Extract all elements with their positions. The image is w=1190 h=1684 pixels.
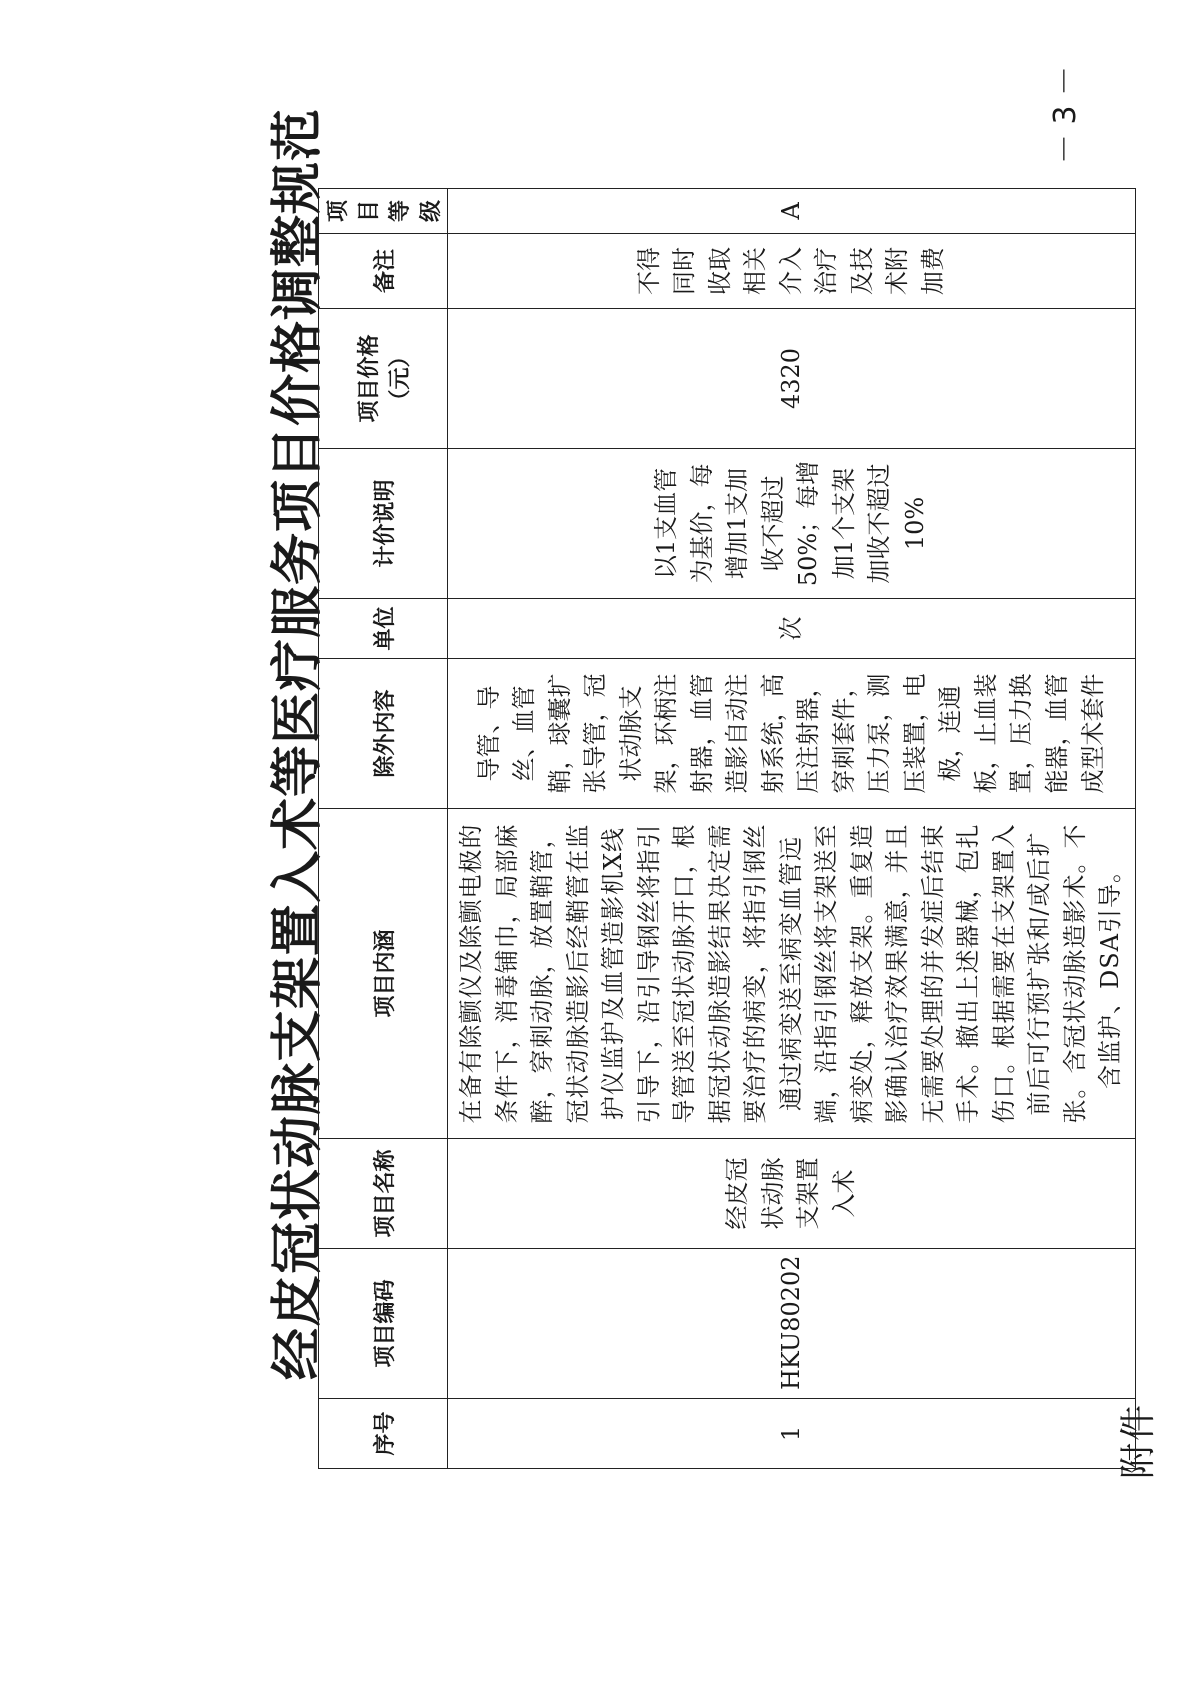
header-pricing-note: 计价说明 [319,449,448,599]
cell-code: HKU80202 [448,1249,1136,1399]
header-exclusions: 除外内容 [319,659,448,809]
cell-unit: 次 [448,599,1136,659]
cell-seq: 1 [448,1399,1136,1469]
header-content: 项目内涵 [319,809,448,1139]
header-grade: 项目等级 [319,189,448,234]
header-seq: 序号 [319,1399,448,1469]
cell-remarks: 不得同时收取相关介入治疗及技术附加费 [448,234,1136,309]
cell-price: 4320 [448,309,1136,449]
document-title: 经皮冠状动脉支架置入术等医疗服务项目价格调整规范 [268,108,328,1381]
page-number: － 3 － [1048,65,1083,164]
cell-name: 经皮冠状动脉支架置入术 [448,1139,1136,1249]
cell-grade: A [448,189,1136,234]
attachment-label: 附件 [1118,1402,1159,1479]
table-row [448,189,1136,1469]
header-price: 项目价格（元） [319,309,448,449]
cell-content: 在备有除颤仪及除颤电极的条件下，消毒铺巾，局部麻醉，穿刺动脉，放置鞘管，冠状动脉造影后经鞘管在监护仪监护及血管造影机X线引导下，沿引导钢丝将指引导管送至冠状动脉开口，根据冠状动脉造影结果决定需要治疗的病变，将指引钢丝通过病变送至病变血管远端，沿指引钢丝将支架送至病变处，释放支架。重复造影确认治疗效果满意，并且无需要处理的并发症后结束手术。撤出上述器械，包扎伤口。根据需要在支架置入前后可行预扩张和/或后扩张。含冠状动脉造影术。不含监护、DSA引导。 [448,809,1136,1139]
header-unit: 单位 [319,599,448,659]
header-code: 项目编码 [319,1249,448,1399]
price-spec-table [318,188,1136,1469]
header-remarks: 备注 [319,234,448,309]
cell-exclusions: 导管、导丝、血管鞘，球囊扩张导管，冠状动脉支架，环柄注射器，血管造影自动注射系统，高压注射器，穿刺套件，压力泵，测压装置，电极，连通板，止血装置，压力换能器，血管成型术套件 [448,659,1136,809]
cell-pricing-note: 以1支血管为基价，每增加1支加收不超过50%；每增加1个支架加收不超过10% [448,449,1136,599]
table-header-row [319,189,448,1469]
header-name: 项目名称 [319,1139,448,1249]
